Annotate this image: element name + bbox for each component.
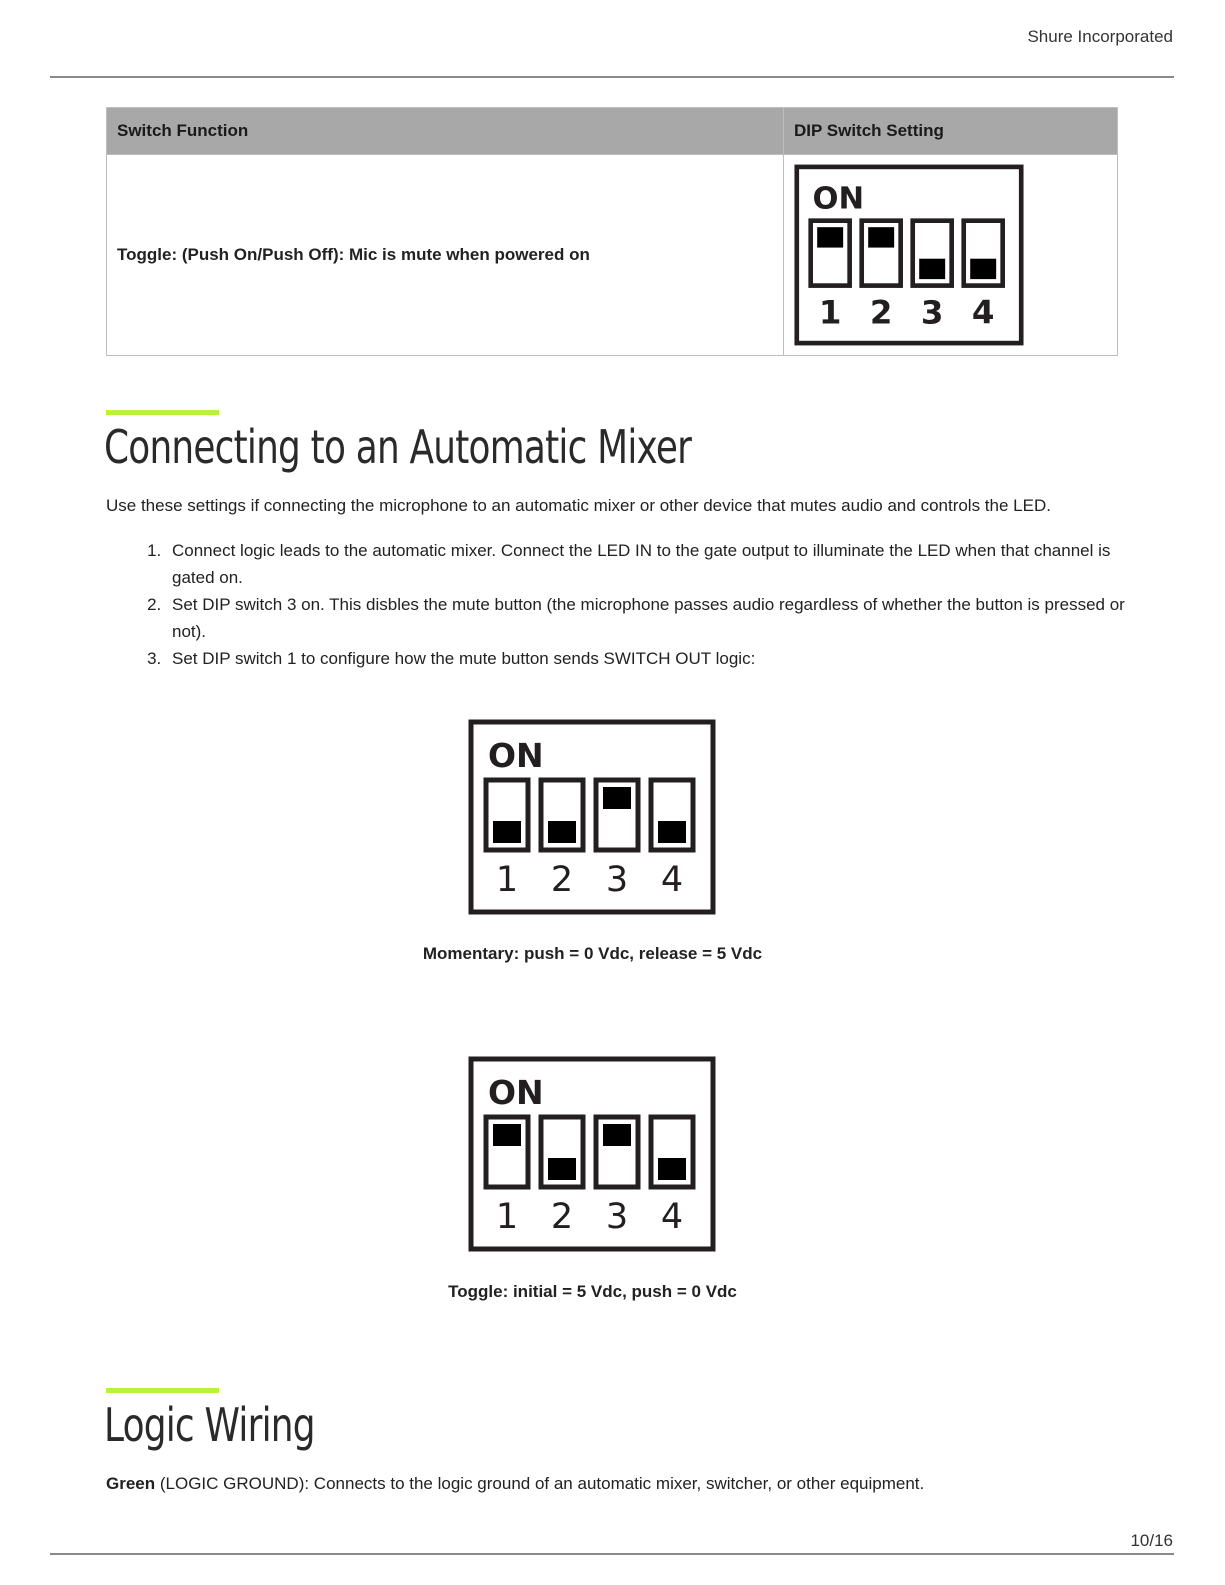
header-divider	[50, 76, 1174, 78]
dip-switch-number: 2	[550, 860, 574, 900]
table-header-row	[107, 108, 1118, 155]
dip-switch-number: 1	[495, 860, 519, 900]
dip-figure-toggle	[468, 1056, 716, 1257]
figure-caption: Toggle: initial = 5 Vdc, push = 0 Vdc	[448, 1282, 737, 1301]
dip-switch-diagram	[468, 719, 716, 915]
dip-on-label: ON	[812, 181, 865, 217]
dip-switch-knob-off	[919, 259, 945, 279]
logic-wiring-paragraph	[106, 1474, 924, 1494]
dip-switch-diagram	[794, 162, 1024, 348]
dip-switch-knob-on	[868, 227, 894, 247]
column-header-dip-setting: DIP Switch Setting	[784, 108, 1118, 155]
dip-switch-number: 4	[660, 860, 684, 900]
dip-switch-table	[106, 107, 1118, 356]
footer-divider	[50, 1553, 1174, 1555]
dip-switch-number: 1	[818, 293, 842, 332]
company-name: Shure Incorporated	[1027, 27, 1173, 46]
dip-switch-knob-off	[658, 1158, 686, 1180]
dip-switch-number: 4	[971, 293, 995, 332]
dip-switch-number: 3	[605, 1197, 629, 1237]
dip-switch-knob-on	[603, 1124, 631, 1146]
section-intro: Use these settings if connecting the microphone to an automatic mixer or other device that mutes audio and controls the LED.	[106, 496, 1051, 515]
dip-switch-number: 4	[660, 1197, 684, 1237]
dip-switch-diagram	[468, 1056, 716, 1252]
dip-switch-knob-off	[548, 1158, 576, 1180]
dip-switch-knob-off	[493, 821, 521, 843]
dip-switch-number: 2	[550, 1197, 574, 1237]
dip-switch-number: 2	[869, 293, 893, 332]
dip-on-label: ON	[488, 1073, 544, 1112]
wire-description: (LOGIC GROUND): Connects to the logic ground of an automatic mixer, switcher, or other equipment.	[155, 1474, 925, 1493]
section-accent-bar	[106, 1388, 219, 1393]
column-header-switch-function: Switch Function	[107, 108, 784, 155]
section-title-automatic-mixer: Connecting to an Automatic Mixer	[104, 420, 692, 474]
table-row	[107, 155, 1118, 356]
switch-function-cell: Toggle: (Push On/Push Off): Mic is mute when powered on	[107, 155, 784, 356]
dip-switch-number: 1	[495, 1197, 519, 1237]
dip-switch-knob-off	[658, 821, 686, 843]
figure-caption: Momentary: push = 0 Vdc, release = 5 Vdc	[422, 944, 763, 963]
list-item: 1. Connect logic leads to the automatic mixer. Connect the LED IN to the gate output to illuminate the LED when that channel is gated on.	[166, 537, 1156, 591]
dip-setting-cell	[784, 155, 1118, 356]
dip-on-label: ON	[488, 736, 544, 775]
list-item: 3. Set DIP switch 1 to configure how the mute button sends SWITCH OUT logic:	[166, 645, 1156, 672]
page-number: 10/16	[1130, 1531, 1173, 1550]
dip-switch-knob-off	[548, 821, 576, 843]
dip-switch-knob-off	[970, 259, 996, 279]
dip-switch-knob-on	[493, 1124, 521, 1146]
section-title-logic-wiring: Logic Wiring	[104, 1398, 315, 1452]
dip-switch-knob-on	[603, 787, 631, 809]
wire-color-label: Green	[106, 1474, 156, 1493]
dip-figure-momentary	[468, 719, 716, 920]
steps-list	[106, 537, 1156, 672]
dip-switch-number: 3	[920, 293, 944, 332]
dip-switch-knob-on	[817, 227, 843, 247]
list-item: 2. Set DIP switch 3 on. This disbles the mute button (the microphone passes audio regardless of whether the button is pressed or not).	[166, 591, 1156, 645]
section-accent-bar	[106, 410, 219, 415]
dip-switch-number: 3	[605, 860, 629, 900]
